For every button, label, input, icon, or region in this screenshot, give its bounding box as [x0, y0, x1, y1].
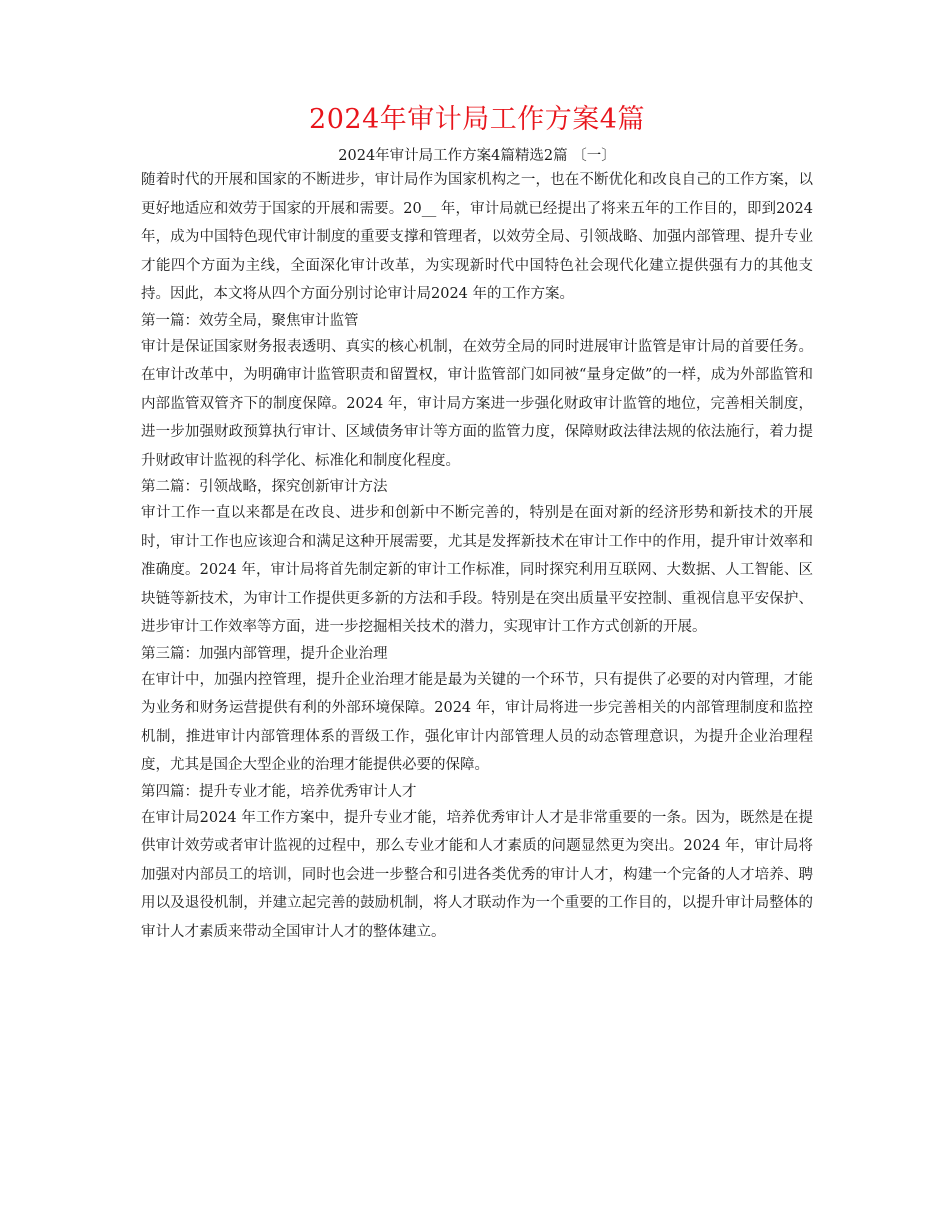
section-body: 审计工作一直以来都是在改良、进步和创新中不断完善的，特别是在面对新的经济形势和新技术的开展时，审计工作也应该迎合和满足这种开展需要，尤其是发挥新技术在审计工作中的作用，提升审计效率和准确度。2024 年，审计局将首先制定新的审计工作标准，同时探究利用互联网、大数据、人工智能、区块链等新技术，为审计工作提供更多新的方法和手段。特别是在突出质量平安控制、重视信息平安保护、进步审计工作效率等方面，进一步挖掘相关技术的潜力，实现审计工作方式创新的开展。	[141, 505, 813, 635]
document-page	[141, 98, 813, 946]
page-title: 2024年审计局工作方案4篇	[309, 104, 645, 135]
section-heading: 第一篇：效劳全局，聚焦审计监管	[141, 312, 359, 329]
section-body: 在审计中，加强内控管理，提升企业治理才能是最为关键的一个环节，只有提供了必要的对内管理，才能为业务和财务运营提供有利的外部环境保障。2024 年，审计局将进一步完善相关的内部管理制度和监控机制，推进审计内部管理体系的晋级工作，强化审计内部管理人员的动态管理意识，为提升企业治理程度，尤其是国企大型企业的治理才能提供必要的保障。	[141, 671, 813, 773]
section-body: 审计是保证国家财务报表透明、真实的核心机制，在效劳全局的同时进展审计监管是审计局的首要任务。在审计改革中，为明确审计监管职责和留置权，审计监管部门如同被“量身定做”的一样，成为外部监管和内部监管双管齐下的制度保障。2024 年，审计局方案进一步强化财政审计监管的地位，完善相关制度，进一步加强财政预算执行审计、区域债务审计等方面的监管力度，保障财政法律法规的依法施行，着力提升财政审计监视的科学化、标准化和制度化程度。	[141, 338, 813, 469]
section-heading: 第二篇：引领战略，探究创新审计方法	[141, 479, 388, 495]
intro-paragraph: 随着时代的开展和国家的不断进步，审计局作为国家机构之一，也在不断优化和改良自己的工作方案，以更好地适应和效劳于国家的开展和需要。20__ 年，审计局就已经提出了将来五年的工作目的，即到2024 年，成为中国特色现代审计制度的重要支撑和管理者，以效劳全局、引领战略、加强内部管理、提升专业才能四个方面为主线，全面深化审计改革，为实现新时代中国特色社会现代化建立提供强有力的其他支持。因此，本文将从四个方面分别讨论审计局2024 年的工作方案。	[141, 172, 813, 302]
section-1	[141, 309, 813, 476]
section-3	[141, 642, 813, 780]
section-4	[141, 780, 813, 947]
section-heading: 第四篇：提升专业才能，培养优秀审计人才	[141, 783, 417, 800]
section-2	[141, 475, 813, 642]
section-heading: 第三篇：加强内部管理，提升企业治理	[141, 645, 388, 662]
section-body: 在审计局2024 年工作方案中，提升专业才能，培养优秀审计人才是非常重要的一条。因为，既然是在提供审计效劳或者审计监视的过程中，那么专业才能和人才素质的问题显然更为突出。2024 年，审计局将加强对内部员工的培训，同时也会进一步整合和引进各类优秀的审计人才，构建一个完备的人才培养、聘用以及退役机制，并建立起完善的鼓励机制，将人才联动作为一个重要的工作目的，以提升审计局整体的审计人才素质来带动全国审计人才的整体建立。	[141, 809, 813, 940]
page-subtitle: 2024年审计局工作方案4篇精选2篇 〔一〕	[338, 148, 616, 164]
